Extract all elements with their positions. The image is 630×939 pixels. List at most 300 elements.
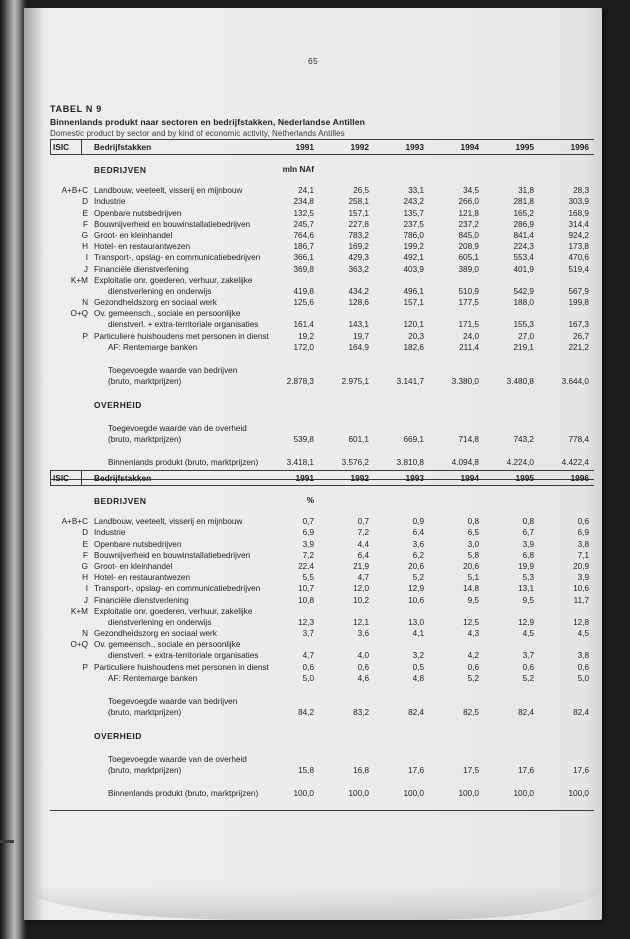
cell-1991: 10,7 [298,584,314,594]
cell-1991: 10,8 [298,595,314,605]
table-number: TABEL N 9 [50,104,102,114]
grand-total-1995: 100,0 [513,788,534,798]
cell-1991: 5,5 [302,573,314,583]
total-business-1995: 3.480,8 [506,377,534,387]
header-year-1995: 1995 [515,473,534,483]
cell-1996: 519,4 [568,264,589,274]
table-row [50,618,594,629]
cell-1993: 403,9 [403,264,424,274]
isic-code: F [82,550,88,560]
cell-1995: 5,3 [522,573,534,583]
isic-code: E [82,539,88,549]
table-row [50,253,594,264]
table-row [50,209,594,220]
table-row [50,663,594,674]
cell-1996: 303,9 [568,197,589,207]
branch-label: AF: Rentemarge banken [108,342,198,352]
branch-label: Particuliere huishoudens met personen in dienst [94,662,269,672]
isic-code: H [82,573,88,583]
header-year-1994: 1994 [460,473,479,483]
cell-1996: 0,6 [577,517,589,527]
title-block [50,104,590,140]
cell-1995: 5,2 [522,673,534,683]
cell-1992: 783,2 [348,230,369,240]
branch-label: Industrie [94,528,126,538]
cell-1993: 243,2 [403,197,424,207]
cell-1993: 786,0 [403,230,424,240]
table-row [50,562,594,573]
branch-label: Exploitatie onr. goederen, verhuur, zakelijke [94,606,253,616]
cell-1992: 169,2 [348,242,369,252]
total-government-label-1: Toegevoegde waarde van de overheid [108,423,247,433]
total-business-1993: 82,4 [408,708,424,718]
cell-1994: 171,5 [458,320,479,330]
cell-1994: 510,9 [458,286,479,296]
cell-1996: 567,9 [568,286,589,296]
table-absolute-values [50,139,594,480]
cell-1991: 132,5 [293,208,314,218]
table-row [50,629,594,640]
table-row [50,242,594,253]
branch-label: Particuliere huishoudens met personen in dienst [94,331,269,341]
cell-1996: 28,3 [573,186,589,196]
cell-1994: 605,1 [458,253,479,263]
cell-1995: 0,8 [522,517,534,527]
grand-total-1994: 4.094,8 [451,457,479,467]
table-row [50,197,594,208]
isic-code: F [82,219,88,229]
cell-1992: 4,0 [357,651,369,661]
cell-1993: 182,6 [403,342,424,352]
grand-total-1993: 3.810,8 [396,457,424,467]
cell-1995: 165,2 [513,208,534,218]
cell-1992: 6,4 [357,550,369,560]
cell-1993: 5,2 [412,573,424,583]
cell-1994: 5,1 [467,573,479,583]
table-row [50,596,594,607]
table-title-english: Domestic product by sector and by kind of economic activity, Netherlands Antilles [50,129,345,138]
isic-code: P [82,662,88,672]
total-business-1995: 82,4 [518,708,534,718]
cell-1991: 366,1 [293,253,314,263]
cell-1992: 26,5 [353,186,369,196]
cell-1996: 221,2 [568,342,589,352]
cell-1992: 12,0 [353,584,369,594]
cell-1992: 19,7 [353,331,369,341]
branch-label: Openbare nutsbedrijven [94,539,182,549]
grand-total-1994: 100,0 [458,788,479,798]
total-government-1994: 17,5 [463,765,479,775]
cell-1995: 3,7 [522,651,534,661]
cell-1993: 33,1 [408,186,424,196]
cell-1994: 6,5 [467,528,479,538]
cell-1994: 0,8 [467,517,479,527]
cell-1996: 7,1 [577,550,589,560]
grand-total-label: Binnenlands produkt (bruto, marktprijzen) [108,788,259,798]
total-business-1994: 82,5 [463,708,479,718]
section-heading-overheid: OVERHEID [94,400,142,411]
table-row [50,287,594,298]
cell-1992: 164,9 [348,342,369,352]
cell-1992: 4,7 [357,573,369,583]
header-isic: ISIC [53,473,70,483]
table2-grand-total-row [50,789,594,800]
cell-1994: 177,5 [458,298,479,308]
branch-label: Groot- en kleinhandel [94,230,173,240]
cell-1995: 31,8 [518,186,534,196]
isic-code: A+B+C [61,517,88,527]
header-branch: Bedrijfstakken [94,473,152,483]
cell-1994: 3,0 [467,539,479,549]
cell-1996: 3,8 [577,651,589,661]
total-business-1992: 2.975,1 [341,377,369,387]
cell-1994: 14,8 [463,584,479,594]
cell-1992: 258,1 [348,197,369,207]
table1-total-business-line2-row [50,377,594,388]
cell-1994: 24,0 [463,331,479,341]
table-row [50,298,594,309]
section-heading-overheid: OVERHEID [94,731,142,742]
total-business-1993: 3.141,7 [396,377,424,387]
header-year-1991: 1991 [295,142,314,152]
cell-1993: 3,6 [412,539,424,549]
grand-total-1993: 100,0 [403,788,424,798]
cell-1991: 764,6 [293,230,314,240]
cell-1996: 0,6 [577,662,589,672]
header-year-1992: 1992 [350,142,369,152]
cell-1994: 5,8 [467,550,479,560]
cell-1993: 13,0 [408,617,424,627]
total-government-1994: 714,8 [458,434,479,444]
branch-label: Financiële dienstverlening [94,595,189,605]
total-government-label-2: (bruto, marktprijzen) [108,434,182,444]
cell-1991: 419,8 [293,286,314,296]
cell-1994: 0,6 [467,662,479,672]
header-year-1995: 1995 [515,142,534,152]
cell-1993: 4,8 [412,673,424,683]
branch-label: dienstverl. + extra-territoriale organisaties [108,320,259,330]
total-government-1992: 16,8 [353,765,369,775]
header-year-1993: 1993 [405,473,424,483]
table-row [50,309,594,320]
isic-code: K+M [70,606,88,616]
book-binding-gutter [0,0,26,939]
cell-1992: 21,9 [353,561,369,571]
cell-1995: 13,1 [518,584,534,594]
total-government-1992: 601,1 [348,434,369,444]
cell-1992: 7,2 [357,528,369,538]
total-business-1994: 3.380,0 [451,377,479,387]
cell-1996: 4,5 [577,629,589,639]
table-row [50,186,594,197]
table-row [50,540,594,551]
branch-label: dienstverl. + extra-territoriale organisaties [108,651,259,661]
cell-1992: 0,6 [357,662,369,672]
cell-1991: 12,3 [298,617,314,627]
cell-1992: 157,1 [348,208,369,218]
cell-1993: 237,5 [403,219,424,229]
cell-1991: 125,6 [293,298,314,308]
branch-label: Bouwnijverheid en bouwinstallatiebedrijven [94,550,251,560]
cell-1991: 24,1 [298,186,314,196]
cell-1993: 6,2 [412,550,424,560]
isic-code: O+Q [70,309,88,319]
gutter-mark [0,840,14,843]
page-number: 65 [307,56,319,66]
branch-label: AF: Rentemarge banken [108,673,198,683]
cell-1996: 12,8 [573,617,589,627]
cell-1995: 9,5 [522,595,534,605]
cell-1994: 34,5 [463,186,479,196]
cell-1995: 286,9 [513,219,534,229]
branch-label: Hotel- en restaurantwezen [94,573,191,583]
cell-1993: 120,1 [403,320,424,330]
total-business-label-1: Toegevoegde waarde van bedrijven [108,366,238,375]
cell-1993: 496,1 [403,286,424,296]
cell-1995: 0,6 [522,662,534,672]
cell-1996: 199,8 [568,298,589,308]
table2-total-government-line1-row [50,755,594,766]
cell-1992: 227,8 [348,219,369,229]
branch-label: Exploitatie onr. goederen, verhuur, zakelijke [94,275,253,285]
cell-1994: 208,9 [458,242,479,252]
cell-1992: 4,6 [357,673,369,683]
cell-1994: 20,6 [463,561,479,571]
table1-grand-total-row [50,458,594,469]
table-row [50,320,594,331]
branch-label: Financiële dienstverlening [94,264,189,274]
total-business-1992: 83,2 [353,708,369,718]
cell-1992: 434,2 [348,286,369,296]
table-row [50,517,594,528]
branch-label: Hotel- en restaurantwezen [94,242,191,252]
branch-label: Transport-, opslag- en communicatiebedrijven [94,253,261,263]
table-row [50,528,594,539]
table-row [50,332,594,343]
isic-code: P [82,331,88,341]
branch-label: Transport-, opslag- en communicatiebedrijven [94,584,261,594]
table-row [50,640,594,651]
table2-total-business-line2-row [50,708,594,719]
cell-1993: 157,1 [403,298,424,308]
cell-1996: 26,7 [573,331,589,341]
cell-1995: 6,7 [522,528,534,538]
cell-1991: 3,9 [302,539,314,549]
cell-1991: 7,2 [302,550,314,560]
branch-label: Ov. gemeensch., sociale en persoonlijke [94,309,241,319]
cell-1994: 389,0 [458,264,479,274]
isic-code: G [81,230,88,240]
cell-1994: 5,2 [467,673,479,683]
cell-1993: 6,4 [412,528,424,538]
branch-label: dienstverlening en onderwijs [108,617,212,627]
cell-1995: 841,4 [513,230,534,240]
cell-1992: 363,2 [348,264,369,274]
grand-total-1996: 100,0 [568,788,589,798]
table1-header-row [50,140,594,154]
cell-1991: 161,4 [293,320,314,330]
isic-code: I [85,584,88,594]
table2-header-row [50,471,594,485]
cell-1993: 4,1 [412,629,424,639]
isic-code: H [82,242,88,252]
table-row [50,573,594,584]
cell-1992: 429,3 [348,253,369,263]
document-page [24,8,602,920]
cell-1993: 199,2 [403,242,424,252]
total-government-label-1: Toegevoegde waarde van de overheid [108,754,247,764]
cell-1996: 11,7 [573,595,589,605]
cell-1991: 245,7 [293,219,314,229]
table1-total-government-line2-row [50,435,594,446]
table1-rows [50,186,594,354]
cell-1996: 10,6 [573,584,589,594]
cell-1993: 492,1 [403,253,424,263]
branch-label: dienstverlening en onderwijs [108,286,212,296]
cell-1996: 6,9 [577,528,589,538]
cell-1993: 135,7 [403,208,424,218]
cell-1992: 128,6 [348,298,369,308]
total-business-1996: 3.644,0 [561,377,589,387]
cell-1994: 4,3 [467,629,479,639]
table2-section-overheid-row [50,731,594,742]
cell-1994: 12,5 [463,617,479,627]
total-government-1991: 539,8 [293,434,314,444]
branch-label: Landbouw, veeteelt, visserij en mijnbouw [94,517,243,527]
isic-code: J [83,264,88,274]
table2-section-bedrijven-row [50,496,594,507]
isic-code: N [82,298,88,308]
cell-1994: 4,2 [467,651,479,661]
isic-code: O+Q [70,640,88,650]
grand-total-1991: 3.418,1 [286,457,314,467]
table1-total-government-line1-row [50,424,594,435]
cell-1992: 4,4 [357,539,369,549]
cell-1995: 281,8 [513,197,534,207]
cell-1991: 4,7 [302,651,314,661]
table-row [50,343,594,354]
cell-1993: 20,6 [408,561,424,571]
cell-1991: 0,6 [302,662,314,672]
header-year-1994: 1994 [460,142,479,152]
cell-1995: 3,9 [522,539,534,549]
cell-1993: 0,5 [412,662,424,672]
cell-1996: 470,6 [568,253,589,263]
header-year-1993: 1993 [405,142,424,152]
cell-1991: 19,2 [298,331,314,341]
cell-1991: 234,8 [293,197,314,207]
branch-label: Groot- en kleinhandel [94,561,173,571]
table2-rows [50,517,594,685]
cell-1994: 211,4 [459,342,479,352]
isic-code: D [82,528,88,538]
cell-1995: 188,0 [513,298,534,308]
total-government-1996: 778,4 [568,434,589,444]
total-government-label-2: (bruto, marktprijzen) [108,765,182,775]
cell-1995: 219,1 [513,342,534,352]
branch-label: Landbouw, veeteelt, visserij en mijnbouw [94,186,243,196]
total-government-1995: 743,2 [513,434,534,444]
total-business-1996: 82,4 [573,708,589,718]
table2-bottom-rule [50,810,594,811]
branch-label: Ov. gemeensch., sociale en persoonlijke [94,640,241,650]
table-row [50,265,594,276]
cell-1995: 4,5 [522,629,534,639]
header-year-1996: 1996 [570,473,589,483]
cell-1991: 186,7 [293,242,314,252]
cell-1992: 0,7 [357,517,369,527]
table-row [50,231,594,242]
cell-1994: 237,2 [458,219,479,229]
cell-1995: 155,3 [513,320,534,330]
cell-1995: 6,8 [522,550,534,560]
total-government-1996: 17,6 [573,765,589,775]
cell-1995: 27,0 [518,331,534,341]
total-business-label-2: (bruto, marktprijzen) [108,377,182,387]
isic-code: A+B+C [61,186,88,196]
grand-total-1992: 3.576,2 [341,457,369,467]
table2-total-business-line1-row [50,697,594,708]
isic-code: E [82,208,88,218]
table-title-dutch: Binnenlands produkt naar sectoren en bedrijfstakken, Nederlandse Antillen [50,117,365,127]
cell-1995: 553,4 [513,253,534,263]
grand-total-1995: 4.224,0 [506,457,534,467]
branch-label: Industrie [94,197,126,207]
cell-1993: 20,3 [408,331,424,341]
branch-label: Gezondheidszorg en sociaal werk [94,298,217,308]
cell-1991: 6,9 [302,528,314,538]
cell-1996: 3,9 [577,573,589,583]
cell-1995: 224,3 [513,242,534,252]
table2-total-government-line2-row [50,766,594,777]
table-row [50,674,594,685]
isic-code: J [83,595,88,605]
header-year-1991: 1991 [295,473,314,483]
total-business-label-2: (bruto, marktprijzen) [108,708,182,718]
table-row [50,551,594,562]
cell-1996: 168,9 [568,208,589,218]
isic-code: I [85,253,88,263]
cell-1996: 314,4 [568,219,589,229]
cell-1993: 10,6 [408,595,424,605]
cell-1995: 542,9 [513,286,534,296]
total-government-1993: 669,1 [403,434,424,444]
table-row [50,607,594,618]
branch-label: Bouwnijverheid en bouwinstallatiebedrijven [94,219,251,229]
cell-1992: 10,2 [353,595,369,605]
cell-1991: 22,4 [298,561,314,571]
isic-code: D [82,197,88,207]
section-heading-bedrijven: BEDRIJVEN [94,165,147,175]
table-row [50,276,594,287]
unit-label-percent: % [306,496,314,505]
cell-1996: 5,0 [577,673,589,683]
header-branch: Bedrijfstakken [94,142,152,152]
cell-1995: 401,9 [513,264,534,274]
isic-code: N [82,629,88,639]
isic-code: G [81,561,88,571]
grand-total-label: Binnenlands produkt (bruto, marktprijzen) [108,457,259,467]
grand-total-1996: 4.422,4 [561,457,589,467]
cell-1994: 266,0 [458,197,479,207]
table1-section-overheid-row [50,400,594,411]
cell-1994: 121,8 [458,208,479,218]
cell-1996: 3,8 [577,539,589,549]
branch-label: Openbare nutsbedrijven [94,208,182,218]
total-business-1991: 2.878,3 [286,377,314,387]
header-year-1992: 1992 [350,473,369,483]
grand-total-1992: 100,0 [348,788,369,798]
